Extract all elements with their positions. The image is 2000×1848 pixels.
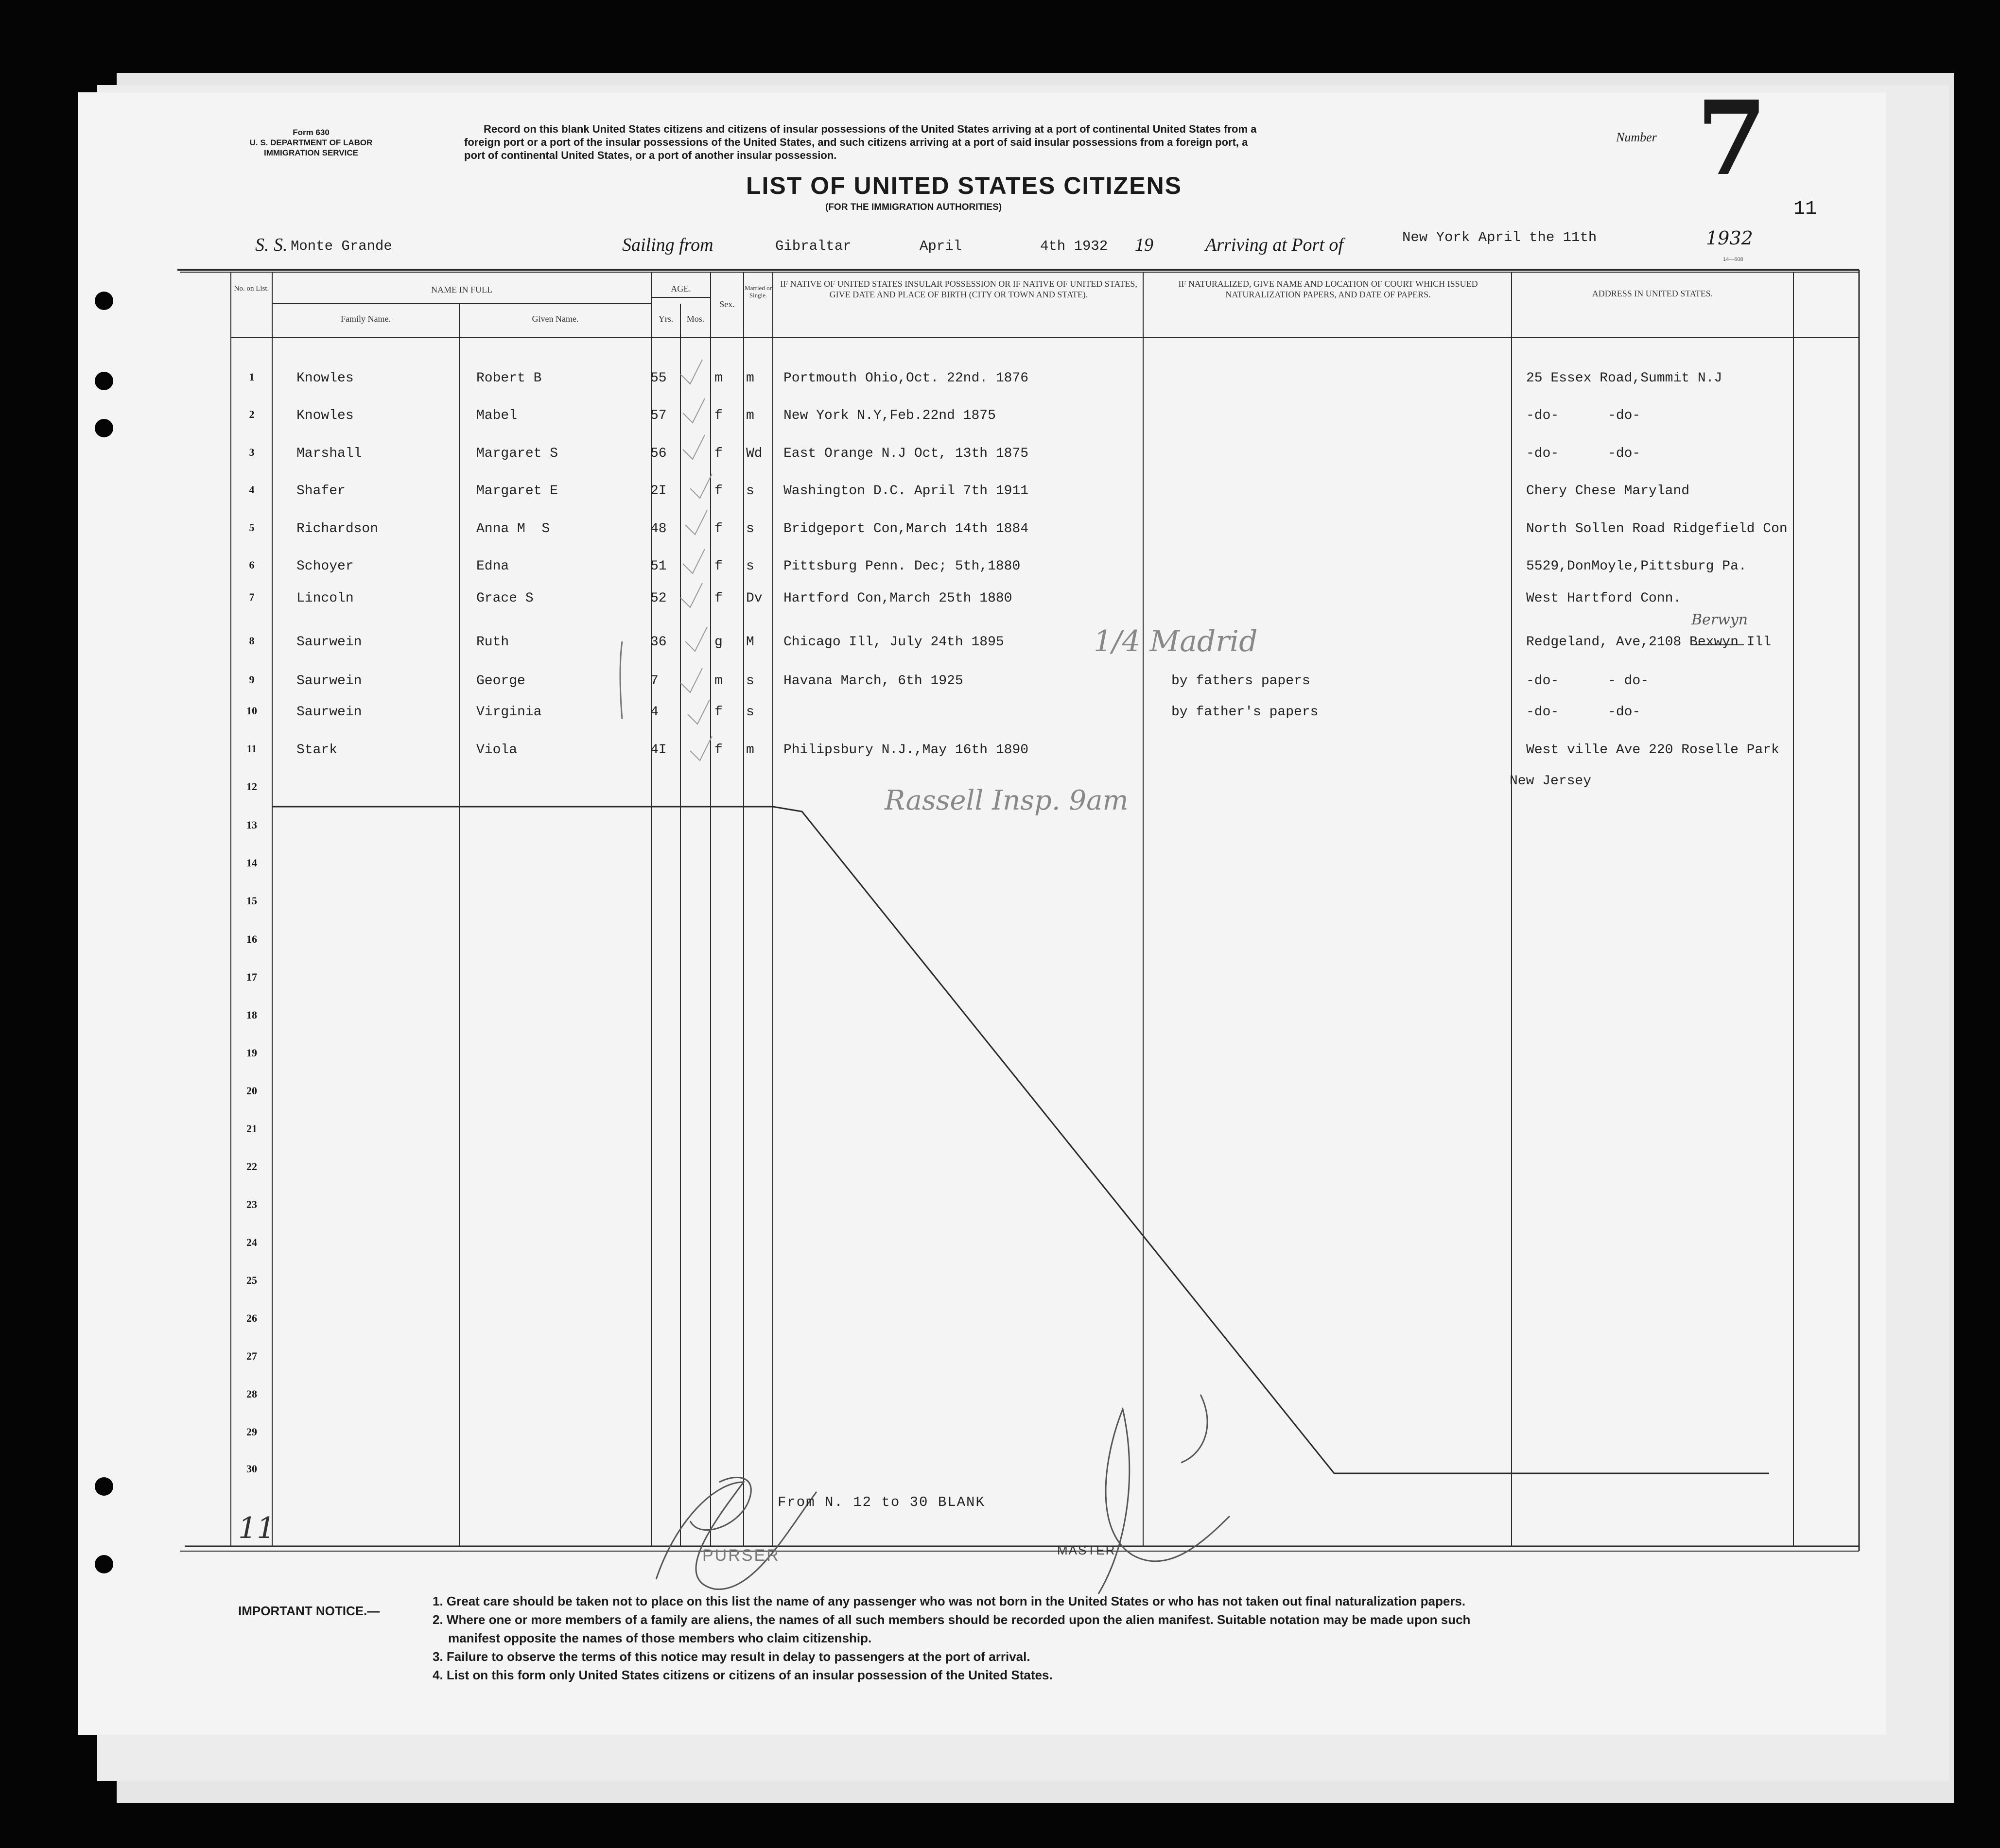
- given-name-cell: Margaret S: [476, 446, 558, 461]
- page-subtitle: (FOR THE IMMIGRATION AUTHORITIES): [825, 202, 1002, 212]
- row-number: 3: [249, 446, 255, 458]
- age-cell: 56: [650, 446, 667, 461]
- birthplace-cell: Havana March, 6th 1925: [783, 674, 963, 689]
- birthplace-cell: Bridgeport Con,March 14th 1884: [783, 521, 1029, 536]
- record-line: Record on this blank United States citizens and citizens of insular possessions of the United States arriving at a port of continental United States from a: [484, 123, 1257, 135]
- sex-cell: f: [714, 521, 723, 536]
- age-cell: 2I: [650, 484, 667, 499]
- birthplace-cell: East Orange N.J Oct, 13th 1875: [783, 446, 1029, 461]
- notice-item: 2. Where one or more members of a family are aliens, the names of all such members should be recorded upon the alien manifest. Suitable notation may be made upon such: [433, 1612, 1471, 1627]
- sex-cell: f: [714, 743, 723, 758]
- col-yrs: Yrs.: [658, 314, 674, 324]
- row-number: 17: [246, 971, 257, 983]
- address-cell: -do- - do-: [1526, 674, 1649, 689]
- married-cell: s: [746, 559, 754, 574]
- arriving-label: Arriving at Port of: [1205, 235, 1343, 255]
- record-line: foreign port or a port of the insular possessions of the United States, and such citizens arriving at a port of said insular possessions from a foreign port, a: [464, 136, 1248, 148]
- family-name-cell: Saurwein: [296, 674, 362, 689]
- department: U. S. DEPARTMENT OF LABOR: [249, 138, 373, 147]
- address-cell: 25 Essex Road,Summit N.J: [1526, 371, 1722, 386]
- row-number: 18: [246, 1009, 257, 1021]
- address-cell: 5529,DonMoyle,Pittsburg Pa.: [1526, 559, 1747, 574]
- arriving-port: New York April the 11th: [1402, 229, 1597, 245]
- given-name-cell: Mabel: [476, 408, 518, 423]
- sailing-from: Gibraltar: [775, 238, 852, 254]
- married-cell: m: [746, 408, 754, 423]
- page-number: 11: [1793, 198, 1817, 220]
- family-name-cell: Knowles: [296, 408, 354, 423]
- record-line: port of continental United States, or a port of another insular possession.: [464, 149, 837, 161]
- birthplace-cell: Pittsburg Penn. Dec; 5th,1880: [783, 559, 1021, 574]
- row-number: 19: [246, 1047, 257, 1059]
- notice-item: 4. List on this form only United States citizens or citizens of an insular possession of the United States.: [433, 1668, 1053, 1682]
- row-number: 14: [246, 857, 257, 869]
- row-number: 8: [249, 635, 255, 647]
- sex-cell: f: [714, 559, 723, 574]
- given-name-cell: Robert B: [476, 371, 542, 386]
- col-age: AGE.: [671, 284, 691, 294]
- row-number: 7: [249, 591, 255, 603]
- given-name-cell: Grace S: [476, 591, 534, 606]
- sex-cell: m: [714, 371, 723, 386]
- address-cell: -do- -do-: [1526, 408, 1641, 423]
- married-cell: s: [746, 484, 754, 499]
- address-cell: West Hartford Conn.: [1526, 591, 1682, 606]
- row-number: 21: [246, 1123, 257, 1135]
- row-number: 2: [249, 408, 255, 420]
- address-cell: -do- -do-: [1526, 446, 1641, 461]
- row-number: 23: [246, 1198, 257, 1210]
- row-number: 30: [246, 1463, 257, 1475]
- age-cell: 4: [650, 705, 659, 720]
- row-number: 5: [249, 521, 255, 534]
- margin-mark: 11: [238, 1511, 276, 1545]
- naturalized-cell: by father's papers: [1171, 705, 1319, 720]
- page-title: LIST OF UNITED STATES CITIZENS: [746, 172, 1183, 199]
- given-name-cell: Margaret E: [476, 484, 558, 499]
- sailing-label: Sailing from: [622, 235, 713, 255]
- birthplace-cell: Hartford Con,March 25th 1880: [783, 591, 1012, 606]
- row-number: 25: [246, 1274, 257, 1286]
- handwritten-berwyn: Berwyn: [1691, 611, 1748, 628]
- given-name-cell: Anna M S: [476, 521, 550, 536]
- row-number: 10: [246, 705, 257, 717]
- col-name-in-full: NAME IN FULL: [431, 285, 492, 294]
- married-cell: m: [746, 743, 754, 758]
- given-name-cell: Virginia: [476, 705, 542, 720]
- handwritten-inspector: Rassell Insp. 9am: [885, 785, 1129, 816]
- col-sex: Sex.: [719, 299, 735, 309]
- row-number: 26: [246, 1312, 257, 1324]
- family-name-cell: Schoyer: [296, 559, 354, 574]
- row-number: 13: [246, 819, 257, 831]
- given-name-cell: Viola: [476, 743, 518, 758]
- family-name-cell: Stark: [296, 743, 338, 758]
- sailing-day-year: 4th 1932: [1040, 238, 1108, 254]
- ship-prefix: S. S.: [255, 235, 288, 255]
- given-name-cell: Edna: [476, 559, 509, 574]
- birthplace-cell: Chicago Ill, July 24th 1895: [783, 635, 1004, 650]
- row-number: 9: [249, 674, 255, 686]
- sex-cell: f: [714, 705, 723, 720]
- row-number: 27: [246, 1350, 257, 1362]
- married-cell: s: [746, 521, 754, 536]
- col-mos: Mos.: [686, 314, 705, 324]
- family-name-cell: Richardson: [296, 521, 379, 536]
- address-extra: New Jersey: [1510, 774, 1592, 789]
- notice-item: 1. Great care should be taken not to place on this list the name of any passenger who was not born in the United States or who has not taken out final naturalization papers.: [433, 1594, 1466, 1608]
- age-cell: 7: [650, 674, 659, 689]
- family-name-cell: Shafer: [296, 484, 346, 499]
- given-name-cell: George: [476, 674, 525, 689]
- row-number: 16: [246, 933, 257, 945]
- age-cell: 36: [650, 635, 667, 650]
- col-married: Married or Single.: [745, 284, 772, 299]
- col-family-name: Family Name.: [341, 314, 391, 324]
- row-number: 1: [249, 371, 255, 383]
- address-cell: Chery Chese Maryland: [1526, 484, 1690, 499]
- number-label: Number: [1616, 130, 1657, 144]
- row-number: 24: [246, 1236, 257, 1248]
- service: IMMIGRATION SERVICE: [264, 148, 358, 157]
- age-cell: 55: [650, 371, 667, 386]
- sex-cell: f: [714, 408, 723, 423]
- naturalized-cell: by fathers papers: [1171, 674, 1310, 689]
- col-address: ADDRESS IN UNITED STATES.: [1592, 289, 1713, 298]
- married-cell: Wd: [746, 446, 763, 461]
- birthplace-cell: New York N.Y,Feb.22nd 1875: [783, 408, 996, 423]
- family-name-cell: Saurwein: [296, 705, 362, 720]
- birthplace-cell: Philipsbury N.J.,May 16th 1890: [783, 743, 1029, 758]
- list-number: 7: [1696, 78, 1768, 198]
- row-number: 15: [246, 895, 257, 907]
- purser-label: PURSER: [702, 1546, 780, 1565]
- row-number: 29: [246, 1426, 257, 1438]
- family-name-cell: Marshall: [296, 446, 362, 461]
- address-cell: -do- -do-: [1526, 705, 1641, 720]
- married-cell: s: [746, 705, 754, 720]
- notice-list: [433, 1592, 1470, 1684]
- year-prefix: 19: [1135, 235, 1153, 255]
- col-birthplace: IF NATIVE OF UNITED STATES INSULAR POSSESSION OR IF NATIVE OF UNITED STATES, GIVE DATE AND PLACE OF BIRTH (CITY OR TOWN AND STATE).: [780, 279, 1137, 299]
- handwritten-madrid: 1/4 Madrid: [1094, 624, 1258, 658]
- col-no: No. on List.: [234, 285, 269, 293]
- birthplace-cell: Portmouth Ohio,Oct. 22nd. 1876: [783, 371, 1029, 386]
- row-number: 22: [246, 1160, 257, 1173]
- notice-item: manifest opposite the names of those members who claim citizenship.: [448, 1631, 872, 1645]
- age-cell: 48: [650, 521, 667, 536]
- married-cell: M: [746, 635, 754, 650]
- sex-cell: m: [714, 674, 723, 689]
- family-name-cell: Knowles: [296, 371, 354, 386]
- married-cell: m: [746, 371, 754, 386]
- sex-cell: f: [714, 591, 723, 606]
- arriving-year: 1932: [1706, 227, 1753, 249]
- address-cell: Redgeland, Ave,2108 Bexwyn Ill: [1526, 635, 1772, 650]
- row-number: 4: [249, 484, 255, 496]
- row-number: 6: [249, 559, 255, 571]
- row-number: 28: [246, 1388, 257, 1400]
- col-given-name: Given Name.: [532, 314, 579, 324]
- address-cell: North Sollen Road Ridgefield Con: [1526, 521, 1788, 536]
- printer-mark: 14—608: [1723, 257, 1743, 262]
- row-number: 20: [246, 1085, 257, 1097]
- married-cell: Dv: [746, 591, 763, 606]
- age-cell: 51: [650, 559, 667, 574]
- birthplace-cell: Washington D.C. April 7th 1911: [783, 484, 1029, 499]
- age-cell: 52: [650, 591, 667, 606]
- sailing-month: April: [920, 238, 962, 254]
- family-name-cell: Saurwein: [296, 635, 362, 650]
- notice-item: 3. Failure to observe the terms of this notice may result in delay to passengers at the port of arrival.: [433, 1649, 1030, 1664]
- row-number: 12: [246, 780, 257, 793]
- sex-cell: g: [714, 635, 723, 650]
- row-number: 11: [246, 743, 257, 755]
- blank-note: From N. 12 to 30 BLANK: [778, 1494, 985, 1510]
- col-naturalized: IF NATURALIZED, GIVE NAME AND LOCATION OF COURT WHICH ISSUED NATURALIZATION PAPERS, AND DATE OF PAPERS.: [1178, 279, 1478, 299]
- sex-cell: f: [714, 484, 723, 499]
- given-name-cell: Ruth: [476, 635, 509, 650]
- address-cell: West ville Ave 220 Roselle Park: [1526, 743, 1779, 758]
- ship-name: Monte Grande: [291, 238, 392, 254]
- family-name-cell: Lincoln: [296, 591, 354, 606]
- married-cell: s: [746, 674, 754, 689]
- form-number: Form 630: [293, 128, 330, 137]
- master-label: MASTER: [1057, 1543, 1116, 1557]
- notice-heading: IMPORTANT NOTICE.—: [238, 1604, 380, 1618]
- age-cell: 57: [650, 408, 667, 423]
- sex-cell: f: [714, 446, 723, 461]
- age-cell: 4I: [650, 743, 667, 758]
